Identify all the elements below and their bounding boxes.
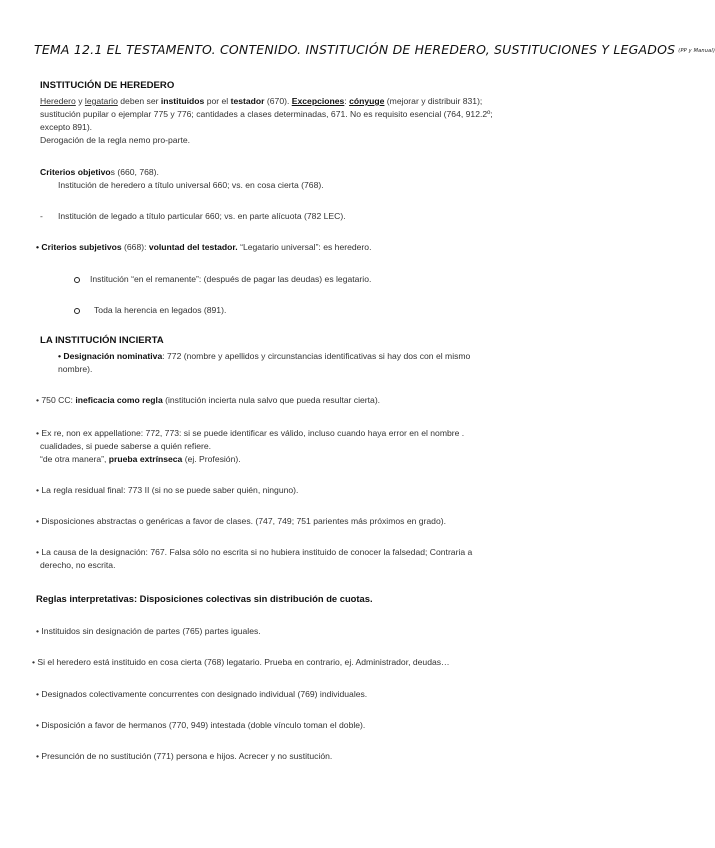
paragraph-line bbox=[36, 394, 380, 406]
sub-bullet-item bbox=[74, 273, 371, 285]
paragraph-line: • Designados colectivamente concurrentes con designado individual (769) individuales. bbox=[36, 689, 368, 699]
text-span: : bbox=[344, 96, 350, 106]
bold-term: Criterios subjetivos bbox=[41, 242, 122, 252]
paragraph-line: Institución de legado a título particular 660; vs. en parte alícuota (782 LEC). bbox=[58, 211, 346, 221]
text-span: : 772 (nombre y apellidos y circunstancias identificativas si hay dos con el mismo bbox=[162, 351, 471, 361]
paragraph-line: derecho, no escrita. bbox=[40, 560, 116, 570]
text-span: Toda la herencia en legados (891). bbox=[94, 305, 227, 315]
bullet: • bbox=[36, 242, 40, 252]
bold-term: instituidos bbox=[160, 96, 205, 106]
paragraph-line: • La causa de la designación: 767. Falsa sólo no escrita si no hubiera instituido de conocer la falsedad; Contraria a bbox=[36, 547, 473, 557]
paragraph-line: • La regla residual final: 773 II (si no se puede saber quién, ninguno). bbox=[36, 485, 299, 495]
paragraph-line: • Instituidos sin designación de partes (765) partes iguales. bbox=[36, 626, 261, 636]
bold-term: prueba extrínseca bbox=[108, 454, 183, 464]
heading-reglas-interpretativas: Reglas interpretativas: Disposiciones colectivas sin distribución de cuotas. bbox=[36, 593, 373, 604]
text-span: s (660, 768). bbox=[110, 167, 159, 177]
text-span: (670). bbox=[264, 96, 292, 106]
text-span: y bbox=[75, 96, 85, 106]
paragraph-line: • Presunción de no sustitución (771) persona e hijos. Acrecer y no sustitución. bbox=[36, 751, 333, 761]
bold-term: voluntad del testador. bbox=[148, 242, 238, 252]
text-span: (mejorar y distribuir 831); bbox=[384, 96, 483, 106]
paragraph-line bbox=[40, 453, 241, 465]
circle-bullet-icon bbox=[74, 308, 80, 314]
paragraph-line: • Si el heredero está instituido en cosa cierta (768) legatario. Prueba en contrario, ej. Administrador, deudas… bbox=[32, 657, 450, 667]
underlined-term: Heredero bbox=[40, 96, 76, 106]
heading-institucion-incierta: LA INSTITUCIÓN INCIERTA bbox=[40, 335, 164, 346]
paragraph-line: sustitución pupilar o ejemplar 775 y 776; cantidades a clases determinadas, 671. No es requisito esencial (764, 912.2º; bbox=[40, 109, 493, 119]
bold-term: Criterios objetivo bbox=[40, 167, 111, 177]
text-span: “Legatario universal”: es heredero. bbox=[237, 242, 372, 252]
text-span: (institución incierta nula salvo que pueda resultar cierta). bbox=[162, 395, 381, 405]
title-note: (PP y Manual) bbox=[678, 47, 715, 54]
paragraph-line: • Ex re, non ex appellatione: 772, 773: si se puede identificar es válido, incluso cuando haya error en el nombre . bbox=[36, 428, 465, 438]
text-span: Institución “en el remanente”: (después de pagar las deudas) es legatario. bbox=[90, 274, 372, 284]
bold-term: • Designación nominativa bbox=[58, 351, 163, 361]
text-span: “de otra manera”, bbox=[40, 454, 109, 464]
paragraph-line: nombre). bbox=[58, 364, 93, 374]
title-main: TEMA 12.1 EL TESTAMENTO. CONTENIDO. INSTITUCIÓN DE HEREDERO, SUSTITUCIONES Y LEGADOS bbox=[34, 42, 676, 57]
text-span: (ej. Profesión). bbox=[182, 454, 241, 464]
text-span: deben ser bbox=[117, 96, 161, 106]
text-span: (668): bbox=[121, 242, 149, 252]
paragraph-line: excepto 891). bbox=[40, 122, 93, 132]
paragraph-line bbox=[58, 350, 470, 362]
text-span: por el bbox=[204, 96, 231, 106]
dash-marker: - bbox=[40, 211, 43, 221]
paragraph-line: • Disposiciones abstractas o genéricas a favor de clases. (747, 749; 751 parientes más próximos en grado). bbox=[36, 516, 446, 526]
bold-term: testador bbox=[230, 96, 265, 106]
criterios-subjetivos-line bbox=[36, 241, 371, 253]
criterios-objetivos-line bbox=[40, 166, 159, 178]
paragraph-line: cualidades, si puede saberse a quién refiere. bbox=[40, 441, 212, 451]
heading-institucion-heredero: INSTITUCIÓN DE HEREDERO bbox=[40, 80, 175, 91]
underlined-term: legatario bbox=[84, 96, 118, 106]
bold-underlined-term: cónyuge bbox=[349, 96, 385, 106]
sub-bullet-item bbox=[74, 304, 226, 316]
paragraph-line: • Disposición a favor de hermanos (770, 949) intestada (doble vínculo toman el doble). bbox=[36, 720, 366, 730]
text-span: • 750 CC: bbox=[36, 395, 76, 405]
document-title bbox=[34, 42, 715, 57]
circle-bullet-icon bbox=[74, 277, 80, 283]
bold-term: ineficacia como regla bbox=[75, 395, 163, 405]
paragraph-line: Institución de heredero a título universal 660; vs. en cosa cierta (768). bbox=[58, 180, 324, 190]
bold-underlined-term: Excepciones bbox=[291, 96, 345, 106]
paragraph-line: Derogación de la regla nemo pro-parte. bbox=[40, 135, 191, 145]
paragraph-line bbox=[40, 95, 482, 107]
